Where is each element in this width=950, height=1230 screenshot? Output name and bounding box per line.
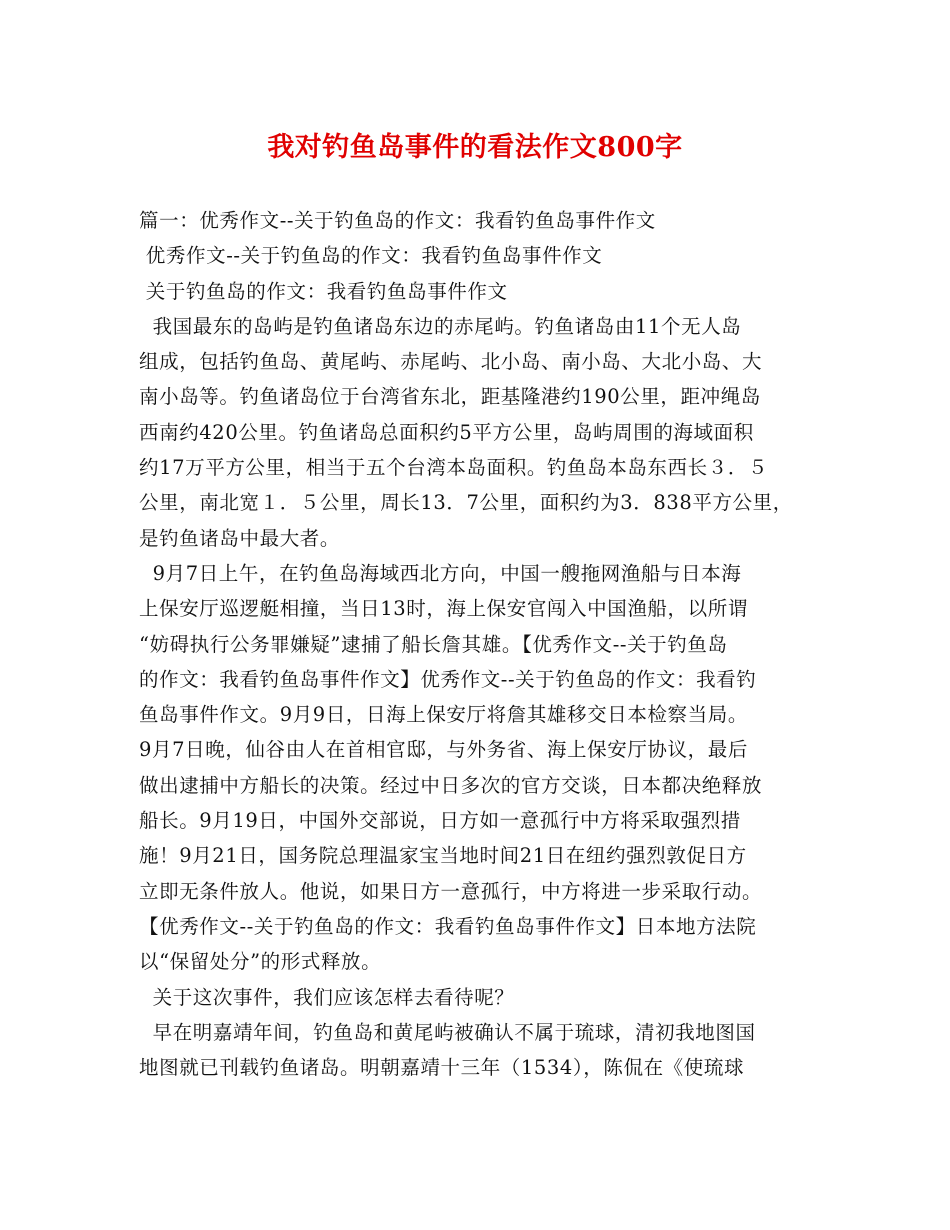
text-line: 【优秀作文--关于钓鱼岛的作文：我看钓鱼岛事件作文】日本地方法院 — [139, 914, 757, 938]
text-line: 的作文：我看钓鱼岛事件作文】优秀作文--关于钓鱼岛的作文：我看钓 — [139, 667, 757, 691]
text-line: 9月7日上午，在钓鱼岛海域西北方向，中国一艘拖网渔船与日本海 — [139, 561, 742, 585]
text-line: 地图就已刊载钓鱼诸岛。明朝嘉靖十三年（1534），陈侃在《使琉球 — [139, 1056, 745, 1080]
text-line: 篇一：优秀作文--关于钓鱼岛的作文：我看钓鱼岛事件作文 — [139, 209, 656, 232]
text-line: 上保安厅巡逻艇相撞，当日13时，海上保安官闯入中国渔船，以所谓 — [139, 597, 748, 621]
document-body — [139, 203, 819, 1085]
text-line: 公里，南北宽１．５公里，周长13．7公里，面积约为3．838平方公里， — [139, 491, 793, 515]
text-line: 西南约420公里。钓鱼诸岛总面积约5平方公里，岛屿周围的海域面积 — [139, 420, 754, 444]
text-line: 是钓鱼诸岛中最大者。 — [139, 526, 341, 550]
text-line: 我国最东的岛屿是钓鱼诸岛东边的赤尾屿。钓鱼诸岛由11个无人岛 — [139, 314, 742, 338]
text-line: 组成，包括钓鱼岛、黄尾屿、赤尾屿、北小岛、南小岛、大北小岛、大 — [139, 350, 763, 374]
text-line: 早在明嘉靖年间，钓鱼岛和黄尾屿被确认不属于琉球，清初我地图国 — [139, 1020, 756, 1044]
text-line: 9月7日晚，仙谷由人在首相官邸，与外务省、海上保安厅协议，最后 — [139, 738, 748, 762]
document-title: 我对钓鱼岛事件的看法作文800字 — [267, 132, 683, 163]
text-line: 以“保留处分”的形式释放。 — [139, 950, 382, 974]
text-line: “妨碍执行公务罪嫌疑”逮捕了船长詹其雄。【优秀作文--关于钓鱼岛 — [139, 632, 728, 656]
text-line: 关于这次事件，我们应该怎样去看待呢？ — [139, 985, 515, 1009]
text-line: 做出逮捕中方船长的决策。经过中日多次的官方交谈，日本都决绝释放 — [139, 773, 763, 797]
text-line: 优秀作文--关于钓鱼岛的作文：我看钓鱼岛事件作文 — [139, 244, 603, 268]
text-line: 施！9月21日，国务院总理温家宝当地时间21日在纽约强烈敦促日方 — [139, 844, 747, 868]
text-line: 鱼岛事件作文。9月9日，日海上保安厅将詹其雄移交日本检察当局。 — [139, 703, 748, 727]
text-line: 南小岛等。钓鱼诸岛位于台湾省东北，距基隆港约190公里，距冲绳岛 — [139, 385, 761, 409]
text-line: 约17万平方公里，相当于五个台湾本岛面积。钓鱼岛本岛东西长３．５ — [139, 456, 769, 480]
text-line: 立即无条件放人。他说，如果日方一意孤行，中方将进一步采取行动。 — [139, 879, 763, 903]
text-line: 关于钓鱼岛的作文：我看钓鱼岛事件作文 — [139, 279, 508, 303]
text-line: 船长。9月19日，中国外交部说，日方如一意孤行中方将采取强烈措 — [139, 809, 741, 833]
